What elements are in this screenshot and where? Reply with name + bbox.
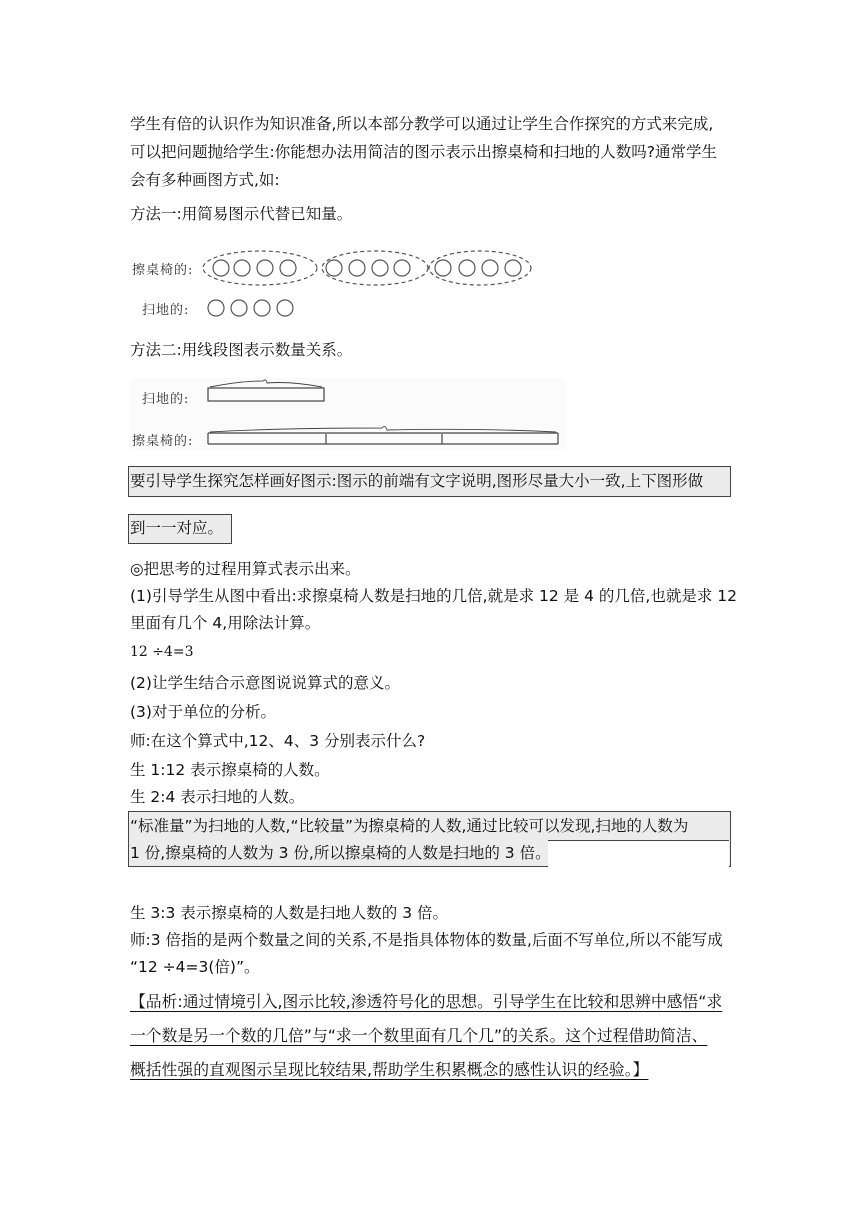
method1-figure [130,244,550,322]
circle-mark [213,260,229,276]
group-ellipse [322,251,428,285]
circle-mark [254,300,270,316]
method1-title: 方法一:用简易图示代替已知量。 [130,205,353,223]
standard-box-notch [548,840,729,867]
sweep-segment [208,388,324,401]
circle-mark [208,300,224,316]
intro-line-1: 学生有倍的认识作为知识准备,所以本部分教学可以通过让学生合作探究的方式来完成, [130,115,714,133]
intro-line-3: 会有多种画图方式,如: [130,171,280,189]
circle-mark [326,260,342,276]
guide-line-1: 要引导学生探究怎样画好图示:图示的前端有文字说明,图形尽量大小一致,上下图形做 [130,472,704,490]
teacher-question: 师:在这个算式中,12、4、3 分别表示什么? [130,732,426,750]
circle-mark [459,260,475,276]
circle-mark [231,300,247,316]
teacher-answer-1: 师:3 倍指的是两个数量之间的关系,不是指具体物体的数量,后面不写单位,所以不能写成 [130,931,723,949]
analysis-line-2: 一个数是另一个数的几倍”与“求一个数里面有几个几”的关系。这个过程借助简洁、 [130,1026,708,1045]
circle-mark [435,260,451,276]
student-2: 生 2:4 表示扫地的人数。 [130,788,305,806]
analysis-line-3: 概括性强的直观图示呈现比较结果,帮助学生积累概念的感性认识的经验。】 [130,1060,649,1079]
method2-label-wipe: 擦桌椅的: [132,434,194,449]
method2-label-sweep: 扫地的: [142,392,190,407]
method1-diagram [130,244,550,322]
student-3: 生 3:3 表示擦桌椅的人数是扫地人数的 3 倍。 [130,904,449,922]
standard-line-2: 1 份,擦桌椅的人数为 3 份,所以擦桌椅的人数是扫地的 3 倍。 [130,844,551,862]
method1-label-sweep: 扫地的: [142,303,190,318]
group-ellipse [429,251,531,285]
step-3: (3)对于单位的分析。 [130,703,276,721]
circle-mark [482,260,498,276]
circle-mark [257,260,273,276]
think-heading: ◎把思考的过程用算式表示出来。 [130,560,361,578]
circle-mark [234,260,250,276]
step-2: (2)让学生结合示意图说说算式的意义。 [130,674,400,692]
student-1: 生 1:12 表示擦桌椅的人数。 [130,761,330,779]
group-ellipse [203,251,317,285]
step-1-line-2: 里面有几个 4,用除法计算。 [130,614,321,632]
circle-mark [394,260,410,276]
step-1-line-1: (1)引导学生从图中看出:求擦桌椅人数是扫地的几倍,就是求 12 是 4 的几倍,也就是求 12 [130,587,737,605]
guide-line-2: 到一一对应。 [130,519,224,537]
method2-figure [130,378,566,450]
formula: 12 ÷4=3 [130,644,194,660]
standard-line-1: “标准量”为扫地的人数,“比较量”为擦桌椅的人数,通过比较可以发现,扫地的人数为 [130,817,689,835]
circle-mark [280,260,296,276]
method1-label-wipe: 擦桌椅的: [132,263,194,278]
method2-diagram [130,378,566,450]
method2-title: 方法二:用线段图表示数量关系。 [130,341,353,359]
wipe-brace [210,426,556,432]
circle-mark [349,260,365,276]
circle-mark [372,260,388,276]
circle-mark [277,300,293,316]
teacher-answer-2: “12 ÷4=3(倍)”。 [130,958,260,976]
sweep-brace [210,380,322,387]
circle-mark [505,260,521,276]
analysis-line-1: 【品析:通过情境引入,图示比较,渗透符号化的思想。引导学生在比较和思辨中感悟“求 [130,992,723,1011]
intro-line-2: 可以把问题抛给学生:你能想办法用简洁的图示表示出擦桌椅和扫地的人数吗?通常学生 [130,143,717,161]
